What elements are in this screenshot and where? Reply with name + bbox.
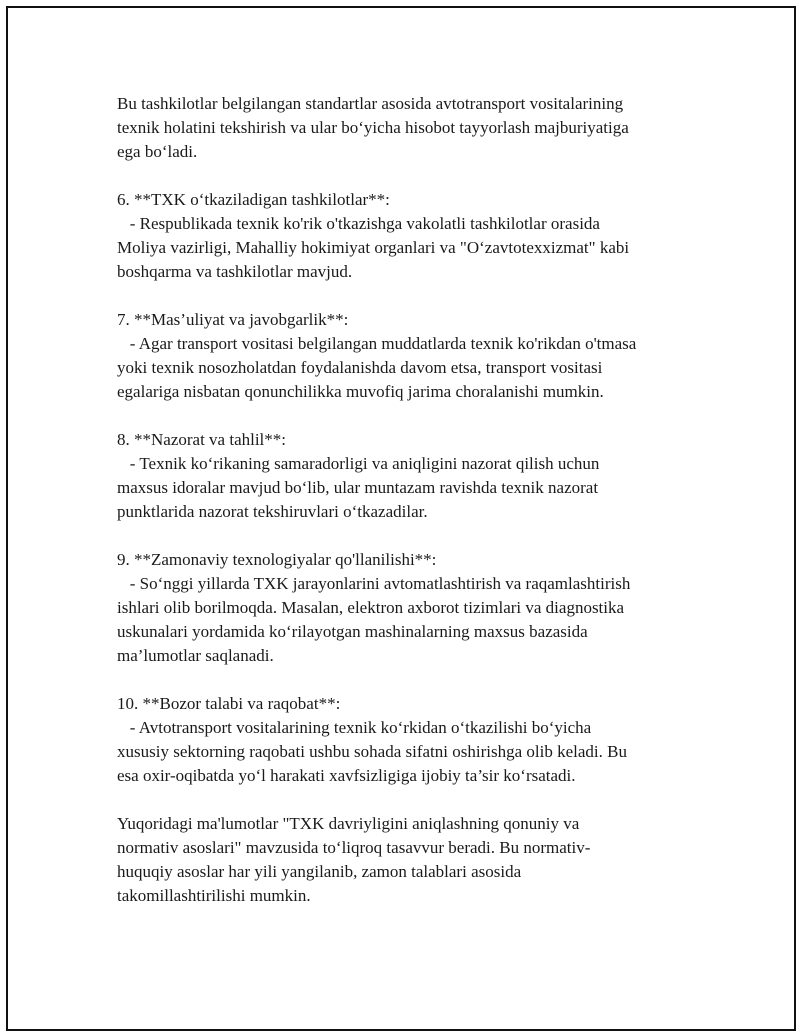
paragraph-item-10	[117, 692, 677, 788]
text-line: - Agar transport vositasi belgilangan muddatlarda texnik ko'rikdan o'tmasa	[117, 334, 637, 353]
text-line: - Avtotransport vositalarining texnik ko‘rkidan o‘tkazilishi bo‘yicha	[117, 718, 592, 737]
text-line: Bu tashkilotlar belgilangan standartlar asosida avtotransport vositalarining	[117, 94, 624, 113]
text-line: texnik holatini tekshirish va ular bo‘yicha hisobot tayyorlash majburiyatiga	[117, 118, 629, 137]
text-line: - Respublikada texnik ko'rik o'tkazishga vakolatli tashkilotlar orasida	[117, 214, 600, 233]
paragraph-item-7	[117, 308, 677, 404]
item-heading: 7. **Mas’uliyat va javobgarlik**:	[117, 310, 349, 329]
paragraph-item-9	[117, 548, 677, 668]
text-line: ishlari olib borilmoqda. Masalan, elektron axborot tizimlari va diagnostika	[117, 598, 625, 617]
text-line: - So‘nggi yillarda TXK jarayonlarini avtomatlashtirish va raqamlashtirish	[117, 574, 631, 593]
text-line: ega bo‘ladi.	[117, 142, 198, 161]
text-line: Moliya vazirligi, Mahalliy hokimiyat organlari va "O‘zavtotexxizmat" kabi	[117, 238, 630, 257]
paragraph-intro	[117, 92, 677, 164]
document-body	[117, 92, 677, 932]
text-line: yoki texnik nosozholatdan foydalanishda davom etsa, transport vositasi	[117, 358, 603, 377]
text-line: egalariga nisbatan qonunchilikka muvofiq jarima choralanishi mumkin.	[117, 382, 604, 401]
paragraph-item-8	[117, 428, 677, 524]
text-line: Yuqoridagi ma'lumotlar "TXK davriyligini aniqlashning qonuniy va	[117, 814, 580, 833]
text-line: xususiy sektorning raqobati ushbu sohada sifatni oshirishga olib keladi. Bu	[117, 742, 627, 761]
text-line: maxsus idoralar mavjud bo‘lib, ular muntazam ravishda texnik nazorat	[117, 478, 599, 497]
text-line: - Texnik ko‘rikaning samaradorligi va aniqligini nazorat qilish uchun	[117, 454, 600, 473]
text-line: takomillashtirilishi mumkin.	[117, 886, 311, 905]
paragraph-conclusion	[117, 812, 677, 908]
paragraph-item-6	[117, 188, 677, 284]
item-heading: 8. **Nazorat va tahlil**:	[117, 430, 287, 449]
text-line: ma’lumotlar saqlanadi.	[117, 646, 274, 665]
text-line: punktlarida nazorat tekshiruvlari o‘tkazadilar.	[117, 502, 428, 521]
text-line: huquqiy asoslar har yili yangilanib, zamon talablari asosida	[117, 862, 522, 881]
text-line: uskunalari yordamida ko‘rilayotgan mashinalarning maxsus bazasida	[117, 622, 588, 641]
text-line: esa oxir-oqibatda yo‘l harakati xavfsizligiga ijobiy ta’sir ko‘rsatadi.	[117, 766, 576, 785]
item-heading: 9. **Zamonaviy texnologiyalar qo'llanilishi**:	[117, 550, 437, 569]
item-heading: 10. **Bozor talabi va raqobat**:	[117, 694, 341, 713]
text-line: normativ asoslari" mavzusida to‘liqroq tasavvur beradi. Bu normativ-	[117, 838, 591, 857]
item-heading: 6. **TXK o‘tkaziladigan tashkilotlar**:	[117, 190, 390, 209]
text-line: boshqarma va tashkilotlar mavjud.	[117, 262, 353, 281]
